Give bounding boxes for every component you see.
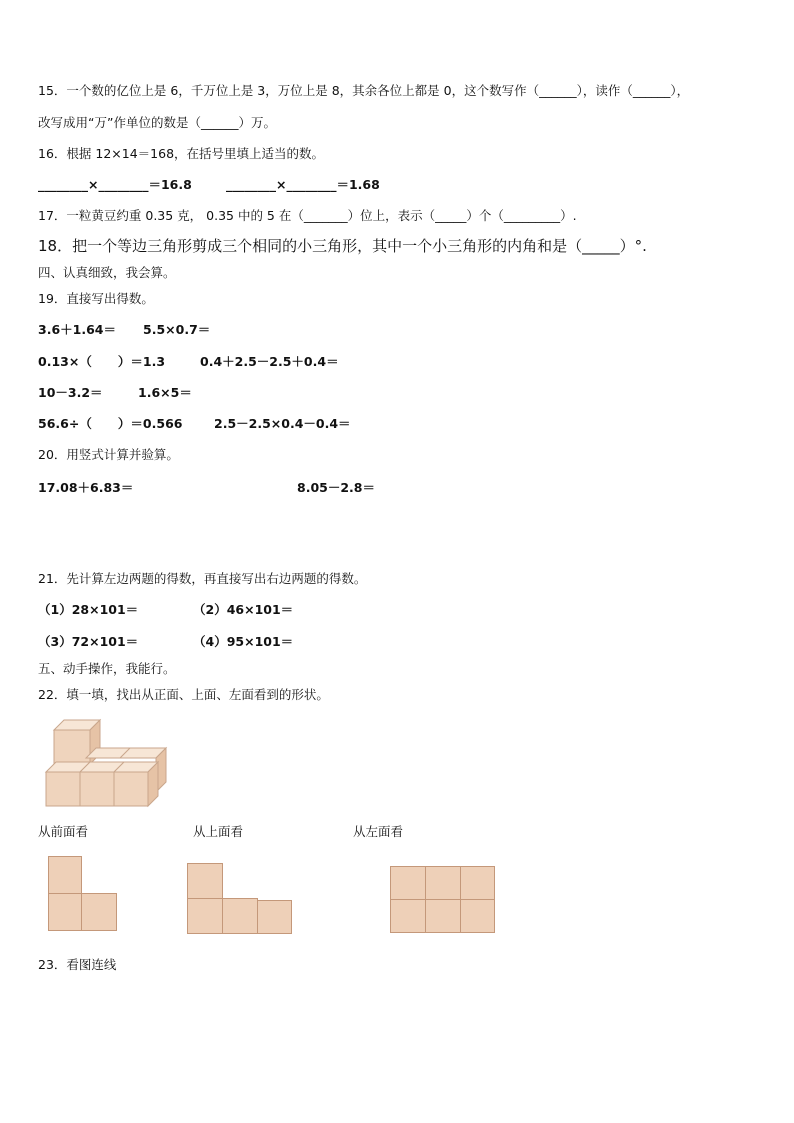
q15-line1: 15．一个数的亿位上是 6，千万位上是 3，万位上是 8，其余各位上都是 0，这个数写作（______），读作（______）， (38, 83, 690, 98)
q20-left: 17.08＋6.83＝ (38, 480, 134, 495)
q19-item: 10－3.2＝ (38, 385, 103, 400)
q19-item: 1.6×5＝ (138, 385, 192, 400)
q21-item: （1）28×101＝ (38, 602, 139, 617)
q21-item: （3）72×101＝ (38, 634, 139, 649)
q16-equation-1: ________×________＝16.8 (38, 177, 192, 192)
q19-prompt: 19．直接写出得数。 (38, 291, 154, 306)
cube-arrangement-figure (40, 714, 172, 808)
q22-prompt: 22．填一填，找出从正面、上面、左面看到的形状。 (38, 687, 329, 702)
left-view-figure (390, 866, 496, 934)
top-view-figure (187, 863, 293, 935)
q21-item: （2）46×101＝ (193, 602, 294, 617)
caption-top-view: 从上面看 (193, 824, 244, 839)
q19-item: 5.5×0.7＝ (143, 322, 211, 337)
caption-front-view: 从前面看 (38, 824, 89, 839)
q15-line2: 改写成用“万”作单位的数是（______）万。 (38, 115, 276, 130)
q21-item: （4）95×101＝ (193, 634, 294, 649)
caption-left-view: 从左面看 (353, 824, 404, 839)
q19-item: 0.13×（ ）＝1.3 (38, 354, 166, 369)
q16-equation-2: ________×________＝1.68 (226, 177, 380, 192)
q18-text: 18．把一个等边三角形剪成三个相同的小三角形，其中一个小三角形的内角和是（_____）°. (38, 237, 647, 255)
q17-text: 17．一粒黄豆约重 0.35 克， 0.35 中的 5 在（_______）位上，表示（_____）个（_________）. (38, 208, 577, 223)
q19-item: 3.6＋1.64＝ (38, 322, 116, 337)
section-4-heading: 四、认真细致，我会算。 (38, 265, 176, 280)
q16-prompt: 16．根据 12×14＝168，在括号里填上适当的数。 (38, 146, 325, 161)
q20-right: 8.05－2.8＝ (297, 480, 375, 495)
q19-item: 2.5－2.5×0.4－0.4＝ (214, 416, 351, 431)
q23-prompt: 23．看图连线 (38, 957, 117, 972)
section-5-heading: 五、动手操作，我能行。 (38, 661, 176, 676)
front-view-figure (48, 856, 118, 932)
q19-item: 0.4＋2.5－2.5＋0.4＝ (200, 354, 339, 369)
q20-prompt: 20．用竖式计算并验算。 (38, 447, 179, 462)
q19-item: 56.6÷（ ）＝0.566 (38, 416, 183, 431)
q21-prompt: 21．先计算左边两题的得数，再直接写出右边两题的得数。 (38, 571, 367, 586)
